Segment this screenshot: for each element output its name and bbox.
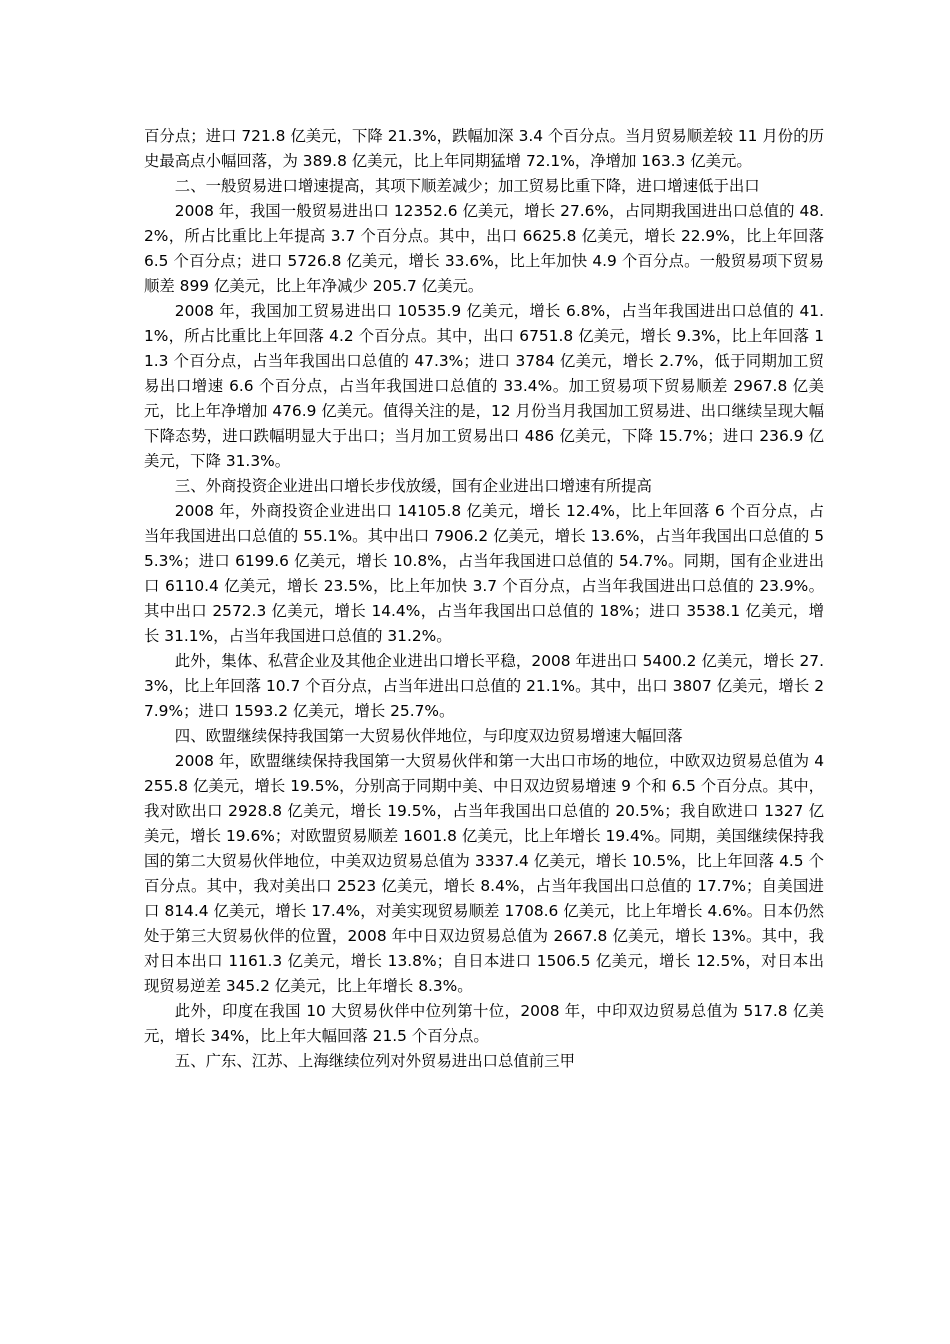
paragraph-other-enterprises: 此外，集体、私营企业及其他企业进出口增长平稳，2008 年进出口 5400.2 亿美元，增长 27.3%，比上年回落 10.7 个百分点，占当年进出口总值的 21.1%。其中，出口 3807 亿美元，增长 27.9%；进口 1593.2 亿美元，增长 25.7%。	[144, 652, 824, 720]
paragraph-continuation: 百分点；进口 721.8 亿美元，下降 21.3%，跌幅加深 3.4 个百分点。当月贸易顺差较 11 月份的历史最高点小幅回落，为 389.8 亿美元，比上年同期猛增 72.1%，净增加 163.3 亿美元。	[144, 127, 824, 170]
section-heading-2: 二、一般贸易进口增速提高，其项下顺差减少；加工贸易比重下降，进口增速低于出口	[174, 177, 760, 195]
paragraph-trade-partners: 2008 年，欧盟继续保持我国第一大贸易伙伴和第一大出口市场的地位，中欧双边贸易总值为 4255.8 亿美元，增长 19.5%，分别高于同期中美、中日双边贸易增速 9 个和 6.5 个百分点。其中，我对欧出口 2928.8 亿美元，增长 19.5%，占当年我国出口总值的 20.5%；我自欧进口 1327 亿美元，增长 19.6%；对欧盟贸易顺差 1601.8 亿美元，比上年增长 19.4%。同期，美国继续保持我国的第二大贸易伙伴地位，中美双边贸易总值为 3337.4 亿美元，增长 10.5%，比上年回落 4.5 个百分点。其中，我对美出口 2523 亿美元，增长 8.4%，占当年我国出口总值的 17.7%；自美国进口 814.4 亿美元，增长 17.4%，对美实现贸易顺差 1708.6 亿美元，比上年增长 4.6%。日本仍然处于第三大贸易伙伴的位置，2008 年中日双边贸易总值为 2667.8 亿美元，增长 13%。其中，我对日本出口 1161.3 亿美元，增长 13.8%；自日本进口 1506.5 亿美元，增长 12.5%，对日本出现贸易逆差 345.2 亿美元，比上年增长 8.3%。	[144, 752, 824, 995]
paragraph-india-trade: 此外，印度在我国 10 大贸易伙伴中位列第十位，2008 年，中印双边贸易总值为 517.8 亿美元，增长 34%，比上年大幅回落 21.5 个百分点。	[144, 1002, 824, 1045]
paragraph-foreign-invested: 2008 年，外商投资企业进出口 14105.8 亿美元，增长 12.4%，比上年回落 6 个百分点，占当年我国进出口总值的 55.1%。其中出口 7906.2 亿美元，增长 13.6%，占当年我国出口总值的 55.3%；进口 6199.6 亿美元，增长 10.8%，占当年我国进口总值的 54.7%。同期，国有企业进出口 6110.4 亿美元，增长 23.5%，比上年加快 3.7 个百分点，占当年我国进出口总值的 23.9%。其中出口 2572.3 亿美元，增长 14.4%，占当年我国出口总值的 18%；进口 3538.1 亿美元，增长 31.1%，占当年我国进口总值的 31.2%。	[144, 502, 824, 645]
section-heading-3: 三、外商投资企业进出口增长步伐放缓，国有企业进出口增速有所提高	[174, 477, 652, 495]
document-body	[144, 124, 824, 1074]
section-heading-5: 五、广东、江苏、上海继续位列对外贸易进出口总值前三甲	[174, 1052, 575, 1070]
section-heading-4: 四、欧盟继续保持我国第一大贸易伙伴地位，与印度双边贸易增速大幅回落	[174, 727, 683, 745]
paragraph-general-trade: 2008 年，我国一般贸易进出口 12352.6 亿美元，增长 27.6%，占同期我国进出口总值的 48.2%，所占比重比上年提高 3.7 个百分点。其中，出口 6625.8 亿美元，增长 22.9%，比上年回落 6.5 个百分点；进口 5726.8 亿美元，增长 33.6%，比上年加快 4.9 个百分点。一般贸易项下贸易顺差 899 亿美元，比上年净减少 205.7 亿美元。	[144, 202, 824, 295]
paragraph-processing-trade: 2008 年，我国加工贸易进出口 10535.9 亿美元，增长 6.8%，占当年我国进出口总值的 41.1%，所占比重比上年回落 4.2 个百分点。其中，出口 6751.8 亿美元，增长 9.3%，比上年回落 11.3 个百分点，占当年我国出口总值的 47.3%；进口 3784 亿美元，增长 2.7%，低于同期加工贸易出口增速 6.6 个百分点，占当年我国进口总值的 33.4%。加工贸易项下贸易顺差 2967.8 亿美元，比上年净增加 476.9 亿美元。值得关注的是，12 月份当月我国加工贸易进、出口继续呈现大幅下降态势，进口跌幅明显大于出口；当月加工贸易出口 486 亿美元，下降 15.7%；进口 236.9 亿美元，下降 31.3%。	[144, 302, 824, 470]
